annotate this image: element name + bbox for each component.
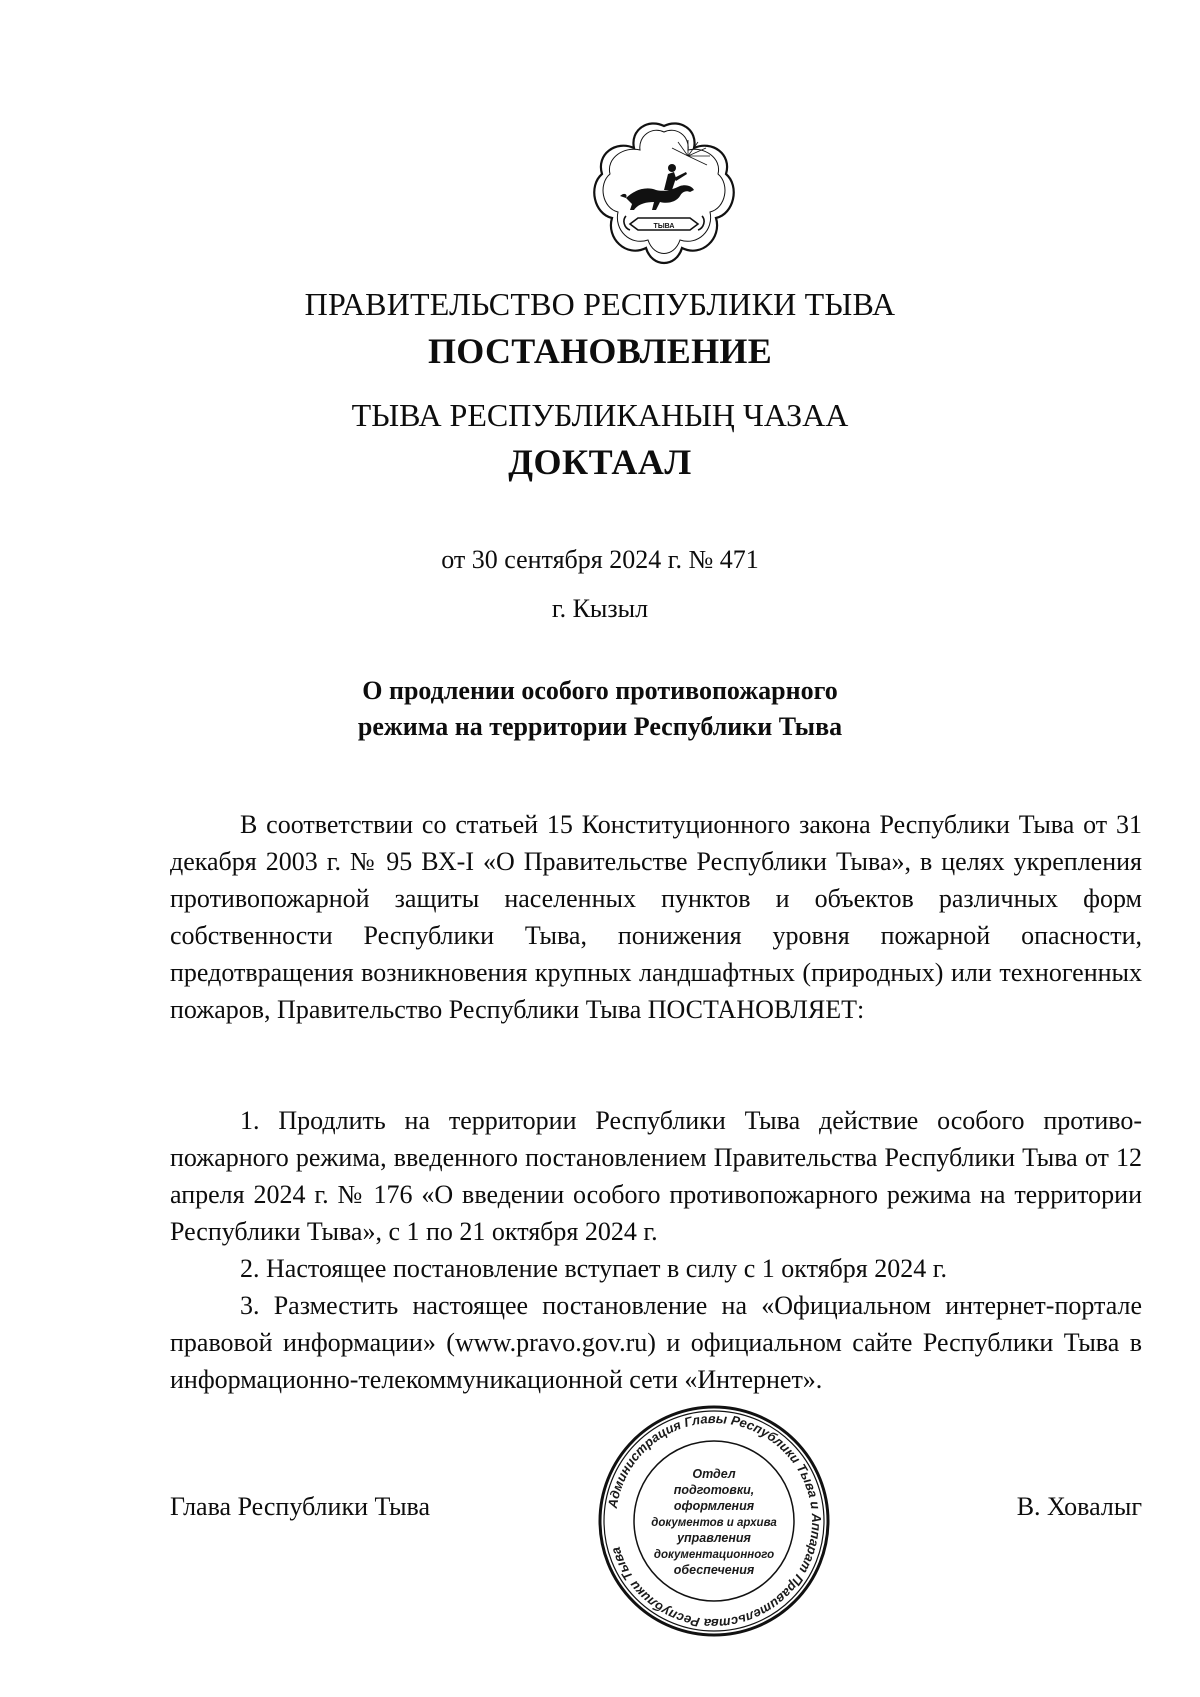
stamp-center-line: обеспечения bbox=[673, 1563, 755, 1577]
stamp-center-line: управления bbox=[677, 1531, 751, 1545]
preamble-paragraph: В соответствии со статьей 15 Конституционного закона Республики Тыва от 31 декабря 2003 г. № 95 ВХ-I «О Правительстве Республики Тыва», в целях укрепления противопожарной защиты населенных пунктов и объектов различных форм собственности Республики Тыва, понижения уровня пожарной опасности, предотвращения возникновения крупных ландшафтных (природных) или техногенных пожаров, Правительство Республики Тыва ПОСТАНОВЛЯЕТ: bbox=[170, 810, 1142, 1024]
emblem-caption: ТЫВА bbox=[653, 223, 675, 230]
stamp-center-line: подготовки, bbox=[673, 1483, 755, 1497]
stamp-center-line: оформления bbox=[673, 1499, 755, 1513]
document-title-line-1: О продлении особого противопожарного bbox=[362, 676, 838, 705]
government-name-ru: ПРАВИТЕЛЬСТВО РЕСПУБЛИКИ ТЫВА bbox=[304, 286, 896, 322]
resolution-item-2: 2. Настоящее постановление вступает в силу с 1 октября 2024 г. bbox=[240, 1254, 947, 1283]
signatory-name: В. Ховалыг bbox=[1016, 1492, 1142, 1521]
resolution-item-3: 3. Разместить настоящее постановление на «Официальном интернет-портале правовой информации» (www.pravo.gov.ru) и официальном сайте Республики Тыва в информационно-телекоммуникационной сети «Интернет». bbox=[170, 1291, 1142, 1394]
stamp-center-line: Отдел bbox=[692, 1467, 736, 1481]
document-city: г. Кызыл bbox=[551, 594, 649, 623]
government-name-tyv: ТЫВА РЕСПУБЛИКАНЫҢ ЧАЗАА bbox=[351, 397, 849, 433]
resolution-item-1: 1. Продлить на территории Республики Тыва действие особого противопожарного режима, введенного постановлением Правительства Республики Тыва от 12 апреля 2024 г. № 176 «О введении особого противопожарного режима на территории Республики Тыва», с 1 по 21 октября 2024 г. bbox=[170, 1106, 1142, 1246]
stamp-center-line: документов и архива bbox=[651, 1517, 777, 1529]
tuva-emblem-icon bbox=[590, 120, 738, 270]
official-stamp bbox=[595, 1402, 833, 1640]
document-type-ru: ПОСТАНОВЛЕНИЕ bbox=[427, 331, 773, 371]
document-date-number: от 30 сентября 2024 г. № 471 bbox=[441, 545, 759, 574]
document-title-line-2: режима на территории Республики Тыва bbox=[357, 712, 843, 741]
stamp-center-line: документационного bbox=[653, 1549, 775, 1561]
signatory-position: Глава Республики Тыва bbox=[170, 1492, 431, 1521]
document-type-tyv: ДОКТААЛ bbox=[508, 442, 692, 482]
stamp-ring-text: Администрация Главы Республики Тыва и Аппарат Правительства Республики Тыва bbox=[604, 1410, 825, 1632]
